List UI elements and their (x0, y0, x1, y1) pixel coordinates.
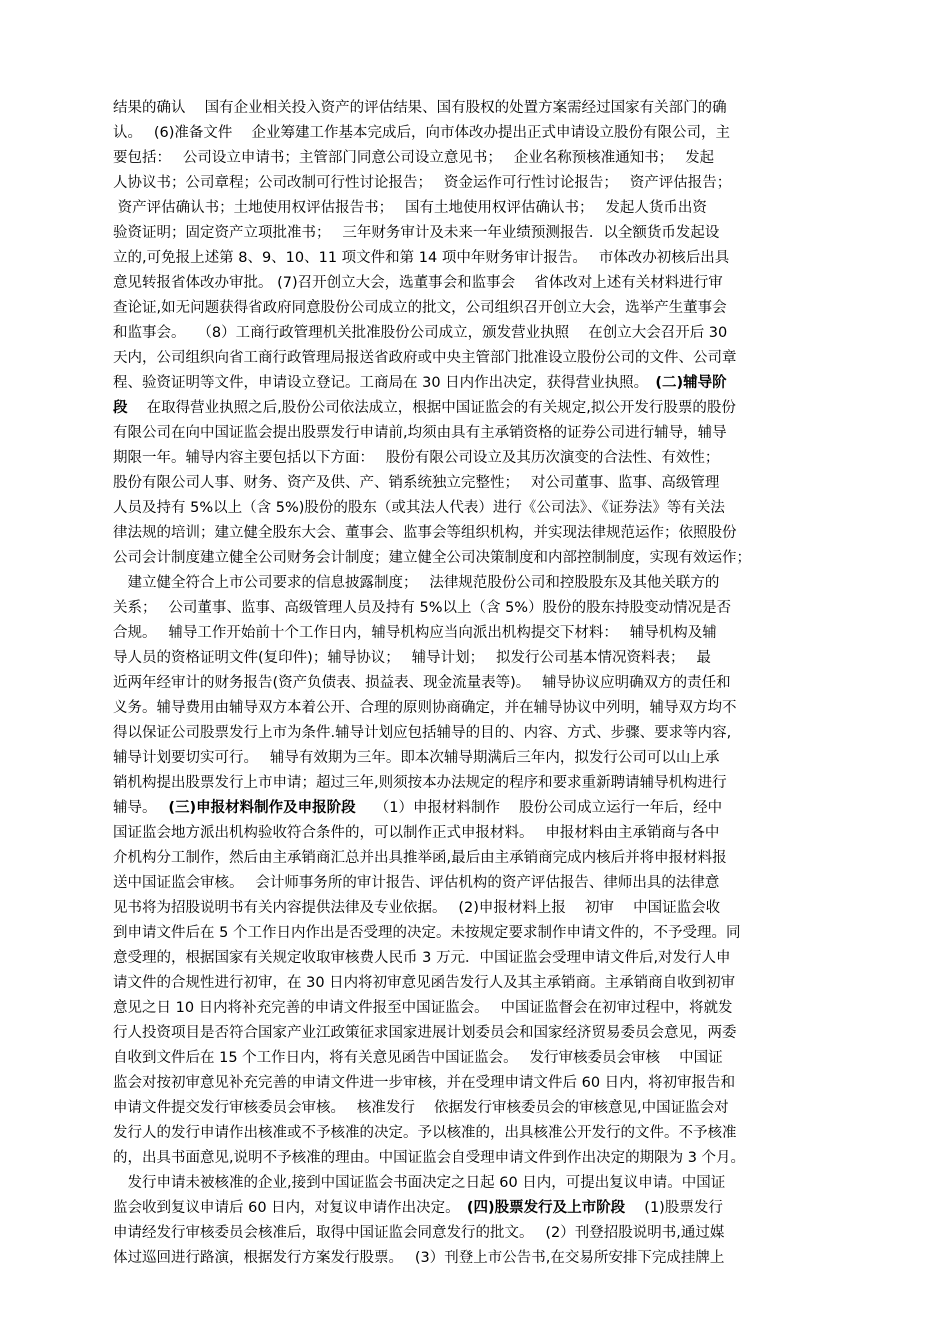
text-segment: 体过巡回进行路演，根据发行方案发行股票。 (3）刊登上市公告书,在交易所安排下完成挂牌上 (113, 1250, 725, 1266)
text-line (113, 596, 837, 621)
section-heading: 段 (113, 400, 128, 416)
text-line (113, 346, 837, 371)
text-line (113, 996, 837, 1021)
text-segment: 发行申请未被核准的企业,接到中国证监会书面决定之日起 60 日内，可提出复议申请。中国证 (113, 1175, 726, 1191)
section-heading: (二)辅导阶 (655, 375, 727, 391)
text-line (113, 96, 837, 121)
text-segment: 导人员的资格证明文件(复印件)；辅导协议； 辅导计划； 拟发行公司基本情况资料表； 最 (113, 650, 711, 666)
text-segment: 的，出具书面意见,说明不予核准的理由。中国证监会自受理申请文件到作出决定的期限为 3 个月。 (113, 1150, 746, 1166)
text-line (113, 771, 837, 796)
text-segment: 要包括： 公司设立申请书；主管部门同意公司设立意见书； 企业名称预核准通知书； 发起 (113, 150, 715, 166)
text-segment: 有限公司在向中国证监会提出股票发行申请前,均须由具有主承销资格的证券公司进行辅导，辅导 (113, 425, 727, 441)
text-segment: 送中国证监会审核。 会计师事务所的审计报告、评估机构的资产评估报告、律师出具的法律意 (113, 875, 720, 891)
text-line (113, 946, 837, 971)
text-line (113, 921, 837, 946)
text-segment: 监会收到复议申请后 60 日内，对复议申请作出决定。 (113, 1200, 467, 1216)
text-line (113, 971, 837, 996)
text-line (113, 846, 837, 871)
text-line (113, 121, 837, 146)
text-line (113, 1196, 837, 1221)
text-line (113, 1046, 837, 1071)
text-line (113, 1071, 837, 1096)
text-line (113, 796, 837, 821)
text-line (113, 871, 837, 896)
text-line (113, 546, 837, 571)
text-segment: 期限一年。辅导内容主要包括以下方面： 股份有限公司设立及其历次演变的合法性、有效性； (113, 450, 720, 466)
text-segment: 查论证,如无问题获得省政府同意股份公司成立的批文，公司组织召开创立大会，选举产生董事会 (113, 300, 727, 316)
text-segment: 合规。 辅导工作开始前十个工作日内，辅导机构应当向派出机构提交下材料： 辅导机构及辅 (113, 625, 717, 641)
text-line (113, 1171, 837, 1196)
text-line (113, 146, 837, 171)
document-page (113, 96, 837, 1271)
text-segment: 和监事会。 （8）工商行政管理机关批准股份公司成立，颁发营业执照 在创立大会召开后 30 (113, 325, 728, 341)
text-segment: 请文件的合规性进行初审，在 30 日内将初审意见函告发行人及其主承销商。主承销商自收到初审 (113, 975, 736, 991)
text-line (113, 521, 837, 546)
text-segment: 行人投资项目是否符合国家产业江政策征求国家进展计划委员会和国家经济贸易委员会意见，两委 (113, 1025, 737, 1041)
text-line (113, 271, 837, 296)
text-segment: 发行人的发行申请作出核准或不予核准的决定。予以核准的，出具核准公开发行的文件。不予核准 (113, 1125, 737, 1141)
text-segment: (1)股票发行 (625, 1200, 723, 1216)
section-heading: (三)申报材料制作及申报阶段 (168, 800, 356, 816)
text-line (113, 1121, 837, 1146)
text-line (113, 746, 837, 771)
text-segment: 认。 (6)准备文件 企业筹建工作基本完成后，向市体改办提出正式申请设立股份有限公司，主 (113, 125, 731, 141)
text-segment: 意受理的，根据国家有关规定收取审核费人民币 3 万元．中国证监会受理申请文件后,对发行人申 (113, 950, 731, 966)
text-line (113, 646, 837, 671)
text-segment: 辅导。 (113, 800, 169, 816)
text-line (113, 721, 837, 746)
text-segment: 人协议书；公司章程；公司改制可行性讨论报告； 资金运作可行性讨论报告； 资产评估报告； (113, 175, 732, 191)
text-line (113, 621, 837, 646)
text-segment: 见书将为招股说明书有关内容提供法律及专业依据。 (2)申报材料上报 初审 中国证监会收 (113, 900, 721, 916)
text-segment: 验资证明；固定资产立项批准书； 三年财务审计及未来一年业绩预测报告．以全额货币发起设 (113, 225, 720, 241)
text-segment: 天内，公司组织向省工商行政管理局报送省政府或中央主管部门批准设立股份公司的文件、公司章 (113, 350, 737, 366)
text-line (113, 471, 837, 496)
text-line (113, 396, 837, 421)
text-line (113, 496, 837, 521)
text-segment: 资产评估确认书；土地使用权评估报告书； 国有土地使用权评估确认书； 发起人货币出资 (113, 200, 707, 216)
text-segment: 得以保证公司股票发行上市为条件.辅导计划应包括辅导的目的、内容、方式、步骤、要求等内容, (113, 725, 732, 741)
text-segment: 辅导计划要切实可行。 辅导有效期为三年。即本次辅导期满后三年内，拟发行公司可以山上承 (113, 750, 720, 766)
text-segment: 在取得营业执照之后,股份公司依法成立，根据中国证监会的有关规定,拟公开发行股票的股份 (127, 400, 736, 416)
text-line (113, 1146, 837, 1171)
text-segment: 申请经发行审核委员会核准后，取得中国证监会同意发行的批文。 (2）刊登招股说明书,通过媒 (113, 1225, 725, 1241)
text-segment: 建立健全符合上市公司要求的信息披露制度； 法律规范股份公司和控股股东及其他关联方的 (113, 575, 720, 591)
text-line (113, 571, 837, 596)
section-heading: (四)股票发行及上市阶段 (466, 1200, 626, 1216)
text-segment: 公司会计制度建立健全公司财务会计制度；建立健全公司决策制度和内部控制制度，实现有效运作； (113, 550, 751, 566)
text-segment: 结果的确认 国有企业相关投入资产的评估结果、国有股权的处置方案需经过国家有关部门的确 (113, 100, 727, 116)
text-line (113, 696, 837, 721)
text-line (113, 196, 837, 221)
text-line (113, 296, 837, 321)
text-line (113, 221, 837, 246)
text-segment: 程、验资证明等文件，申请设立登记。工商局在 30 日内作出决定，获得营业执照。 (113, 375, 656, 391)
text-segment: 销机构提出股票发行上市申请；超过三年,则须按本办法规定的程序和要求重新聘请辅导机构进行 (113, 775, 727, 791)
text-segment: 人员及持有 5%以上（含 5%)股份的股东（或其法人代表）进行《公司法》、《证券法》等有关法 (113, 500, 725, 516)
text-line (113, 171, 837, 196)
text-segment: 立的,可免报上述第 8、9、10、11 项文件和第 14 项中年财务审计报告。 市体改办初核后出具 (113, 250, 730, 266)
text-line (113, 321, 837, 346)
text-line (113, 371, 837, 396)
text-line (113, 821, 837, 846)
text-segment: 意见之日 10 日内将补充完善的申请文件报至中国证监会。 中国证监督会在初审过程中，将就发 (113, 1000, 733, 1016)
text-line (113, 421, 837, 446)
text-segment: 监会对按初审意见补充完善的申请文件进一步审核，并在受理申请文件后 60 日内，将初审报告和 (113, 1075, 736, 1091)
text-segment: 关系； 公司董事、监事、高级管理人员及持有 5%以上（含 5%）股份的股东持股变动情况是否 (113, 600, 732, 616)
text-line (113, 246, 837, 271)
text-segment: 国证监会地方派出机构验收符合条件的，可以制作正式申报材料。 申报材料由主承销商与各中 (113, 825, 720, 841)
text-segment: 义务。辅导费用由辅导双方本着公开、合理的原则协商确定，并在辅导协议中列明，辅导双方均不 (113, 700, 737, 716)
text-line (113, 446, 837, 471)
text-segment: 申请文件提交发行审核委员会审核。 核准发行 依据发行审核委员会的审核意见,中国证监会对 (113, 1100, 729, 1116)
text-segment: 近两年经审计的财务报告(资产负债表、损益表、现金流量表等)。 辅导协议应明确双方的责任和 (113, 675, 731, 691)
text-segment: 到申请文件后在 5 个工作日内作出是否受理的决定。未按规定要求制作申请文件的，不予受理。同 (113, 925, 741, 941)
text-segment: 意见转报省体改办审批。 (7)召开创立大会，选董事会和监事会 省体改对上述有关材料进行审 (113, 275, 723, 291)
text-segment: 律法规的培训；建立健全股东大会、董事会、监事会等组织机构，并实现法律规范运作；依照股份 (113, 525, 737, 541)
text-segment: 介机构分工制作，然后由主承销商汇总并出具推举函,最后由主承销商完成内核后并将申报材料报 (113, 850, 727, 866)
text-line (113, 896, 837, 921)
text-line (113, 671, 837, 696)
text-segment: 股份有限公司人事、财务、资产及供、产、销系统独立完整性； 对公司董事、监事、高级管理 (113, 475, 720, 491)
text-line (113, 1021, 837, 1046)
text-segment: （1）申报材料制作 股份公司成立运行一年后，经中 (355, 800, 723, 816)
text-line (113, 1246, 837, 1271)
text-line (113, 1096, 837, 1121)
text-segment: 自收到文件后在 15 个工作日内，将有关意见函告中国证监会。 发行审核委员会审核 中国证 (113, 1050, 723, 1066)
document-body (113, 96, 837, 1271)
text-line (113, 1221, 837, 1246)
